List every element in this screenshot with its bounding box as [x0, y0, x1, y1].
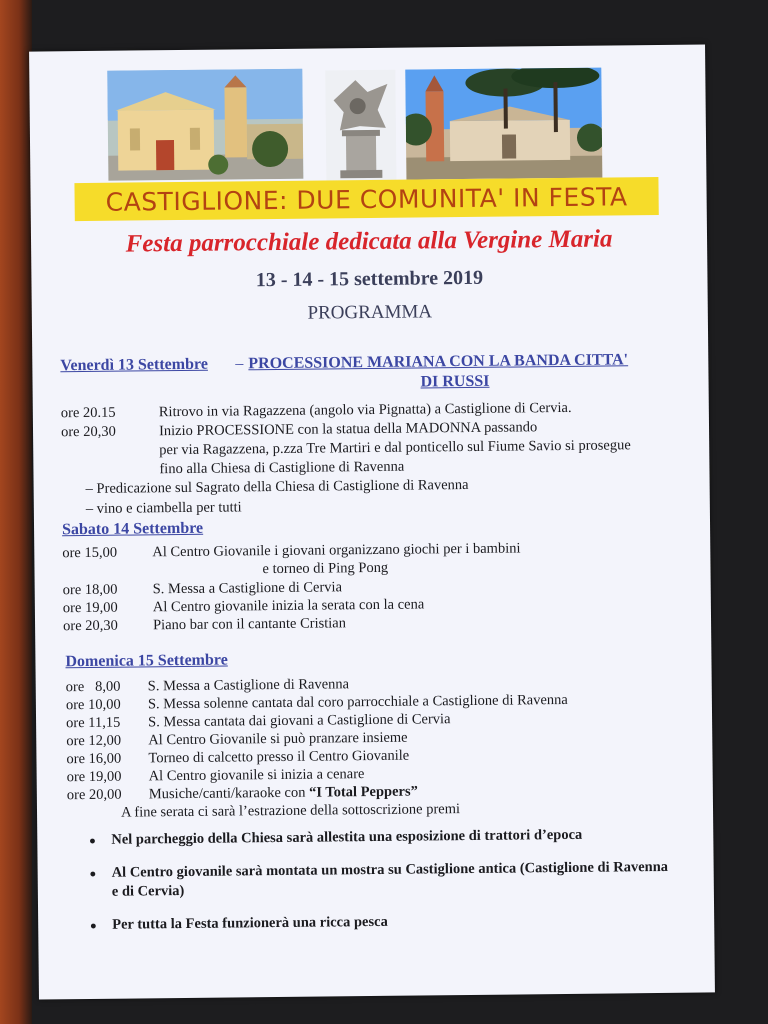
row-desc: S. Messa a Castiglione di Ravenna	[147, 676, 350, 695]
row-desc: Inizio PROCESSIONE con la statua della MADONNA passando	[158, 419, 538, 440]
row-time: ore 10,00	[65, 696, 121, 714]
row-desc: S. Messa cantata dai giovani a Castiglione di Cervia	[148, 711, 451, 731]
flyer-sheet	[29, 44, 715, 999]
notes-list	[89, 825, 670, 948]
row-time: ore 20,30	[62, 617, 118, 635]
friday-procession-line2: DI RUSSI	[420, 372, 490, 391]
church-photo-left	[107, 69, 303, 181]
monument-photo	[325, 70, 396, 181]
row-time: ore 16,00	[66, 750, 122, 768]
band-name: “I Total Peppers”	[308, 783, 418, 801]
title-banner	[74, 177, 658, 221]
row-time: ore 8,00	[65, 678, 121, 696]
row-time: ore 20,30	[60, 423, 116, 441]
row-desc: Al Centro Giovanile si può pranzare insieme	[148, 729, 408, 749]
saturday-continuation: e torneo di Ping Pong	[262, 559, 389, 578]
row-time: ore 19,00	[66, 768, 122, 786]
sunday-header: Domenica 15 Settembre	[65, 651, 228, 671]
row-time: ore 15,00	[62, 544, 118, 562]
row-desc: Torneo di calcetto presso il Centro Giovanile	[148, 747, 410, 767]
row-desc: S. Messa a Castiglione di Cervia	[152, 579, 343, 598]
friday-continuation-1: per via Ragazzena, p.zza Tre Martiri e dal ponticello sul Fiume Savio si prosegue	[159, 437, 631, 459]
row-desc-text: Musiche/canti/karaoke con	[148, 784, 310, 803]
church-photo-right	[405, 68, 602, 180]
row-time: ore 11,15	[66, 714, 121, 732]
event-title: CASTIGLIONE: DUE COMUNITA' IN FESTA	[105, 181, 628, 217]
row-time: ore 20.15	[60, 404, 116, 422]
event-subtitle: Festa parrocchiale dedicata alla Vergine Maria	[125, 225, 613, 258]
row-desc: Al Centro Giovanile i giovani organizzano giochi per i bambini	[152, 540, 521, 561]
note-item: • Per tutta la Festa funzionerà una ricca pesca	[90, 909, 670, 934]
friday-extra-2: – vino e ciambella per tutti	[85, 499, 242, 517]
row-desc: S. Messa solenne cantata dal coro parrocchiale a Castiglione di Ravenna	[147, 691, 568, 713]
row-time: ore 12,00	[66, 732, 122, 750]
event-dates: 13 - 14 - 15 settembre 2019	[255, 266, 484, 292]
row-time: ore 18,00	[62, 581, 118, 599]
friday-extra-1: – Predicazione sul Sagrato della Chiesa di Castiglione di Ravenna	[85, 476, 469, 497]
row-desc: Al Centro giovanile inizia la serata con la cena	[152, 596, 425, 616]
friday-procession-line1: PROCESSIONE MARIANA CON LA BANDA CITTA'	[248, 351, 629, 373]
friday-dash: –	[235, 355, 244, 373]
row-time: ore 19,00	[62, 599, 118, 617]
row-desc	[149, 784, 418, 804]
friday-header: Venerdì 13 Settembre	[60, 355, 208, 375]
saturday-header: Sabato 14 Settembre	[61, 519, 204, 539]
row-time: ore 20,00	[66, 786, 122, 804]
note-item: • Al Centro giovanile sarà montata un mostra su Castiglione antica (Castiglione di Ravenna e di Cervia)	[90, 858, 670, 902]
row-desc: Al Centro giovanile si inizia a cenare	[148, 766, 365, 785]
friday-continuation-2: fino alla Chiesa di Castiglione di Ravenna	[159, 458, 405, 478]
note-item: • Nel parcheggio della Chiesa sarà allestita una esposizione di trattori d’epoca	[89, 825, 669, 850]
row-desc: Ritrovo in via Ragazzena (angolo via Pignatta) a Castiglione di Cervia.	[158, 399, 572, 421]
background-edge	[0, 0, 32, 1024]
row-desc: Piano bar con il cantante Cristian	[152, 615, 347, 634]
program-heading: PROGRAMMA	[307, 301, 433, 324]
sunday-closing-note: A fine serata ci sarà l’estrazione della sottoscrizione premi	[120, 801, 461, 821]
